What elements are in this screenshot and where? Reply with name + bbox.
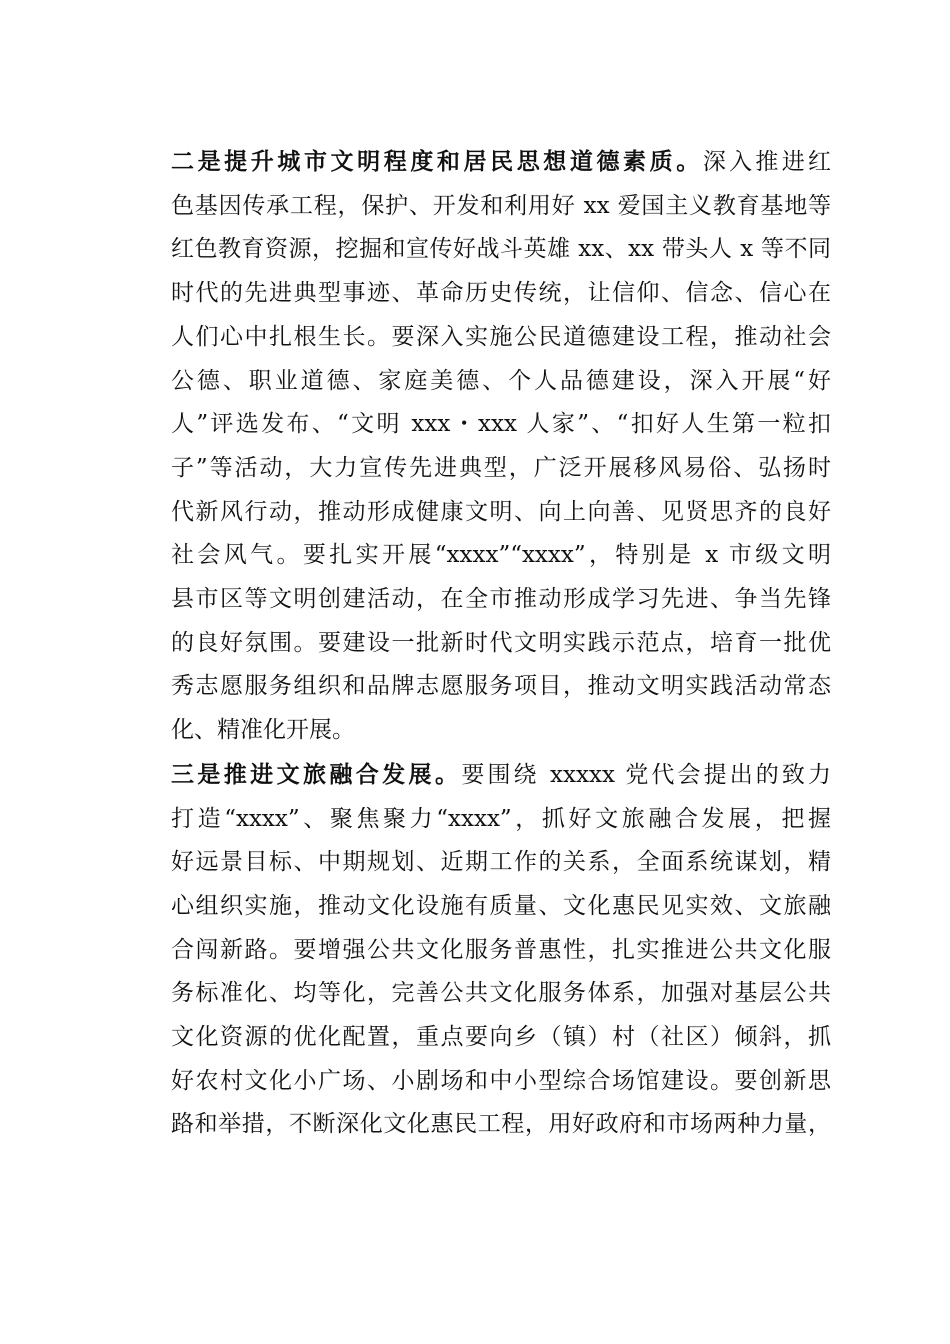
paragraph-line: 务标准化、均等化，完善公共文化服务体系，加强对基层公共 (171, 980, 831, 1007)
paragraph-line: 打造“xxxx”、聚焦聚力“xxxx”，抓好文旅融合发展，把握 (171, 805, 831, 832)
paragraph-lead: 三是推进文旅融合发展。 (171, 760, 462, 788)
paragraph-line: 公德、职业道德、家庭美德、个人品德建设，深入开展“好 (171, 367, 831, 394)
paragraph-line (171, 140, 831, 185)
paragraph-line: 时代的先进典型事迹、革命历史传统，让信仰、信念、信心在 (171, 280, 831, 307)
paragraph-lead: 二是提升城市文明程度和居民思想道德素质。 (171, 148, 703, 175)
paragraph-line: 化、精准化开展。 (171, 717, 355, 744)
paragraph-line: 好农村文化小广场、小剧场和中小型综合场馆建设。要创新思 (171, 1067, 831, 1094)
paragraph-line: 红色教育资源，挖掘和宣传好战斗英雄 xx、xx 带头人 x 等不同 (171, 236, 831, 263)
paragraph-line: 心组织实施，推动文化设施有质量、文化惠民见实效、文旅融 (171, 892, 831, 919)
paragraph-line: 代新风行动，推动形成健康文明、向上向善、见贤思齐的良好 (171, 498, 831, 525)
paragraph-text: 深入推进红 (702, 149, 832, 175)
paragraph-line: 秀志愿服务组织和品牌志愿服务项目，推动文明实践活动常态 (171, 673, 831, 700)
paragraph-line: 色基因传承工程，保护、开发和利用好 xx 爱国主义教育基地等 (171, 192, 831, 219)
body-text (171, 140, 831, 1147)
paragraph-line: 好远景目标、中期规划、近期工作的关系，全面系统谋划，精 (171, 849, 831, 876)
paragraph-line: 路和举措，不断深化文化惠民工程，用好政府和市场两种力量， (171, 1111, 831, 1138)
paragraph-text: 要围绕 xxxxx 党代会提出的致力 (461, 761, 831, 788)
paragraph-line: 子”等活动，大力宣传先进典型，广泛开展移风易俗、弘扬时 (171, 454, 831, 481)
paragraph (171, 753, 831, 1147)
paragraph (171, 140, 831, 753)
paragraph-line: 人们心中扎根生长。要深入实施公民道德建设工程，推动社会 (171, 323, 831, 350)
paragraph-line: 合闯新路。要增强公共文化服务普惠性，扎实推进公共文化服 (171, 936, 831, 963)
paragraph-line: 的良好氛围。要建设一批新时代文明实践示范点，培育一批优 (171, 629, 831, 656)
paragraph-line: 人”评选发布、“文明 xxx・xxx 人家”、“扣好人生第一粒扣 (171, 411, 831, 438)
paragraph-line: 文化资源的优化配置，重点要向乡（镇）村（社区）倾斜，抓 (171, 1024, 831, 1051)
paragraph-line (171, 753, 831, 798)
paragraph-line: 县市区等文明创建活动，在全市推动形成学习先进、争当先锋 (171, 586, 831, 613)
paragraph-line: 社会风气。要扎实开展“xxxx”“xxxx”，特别是 x 市级文明 (171, 542, 831, 569)
